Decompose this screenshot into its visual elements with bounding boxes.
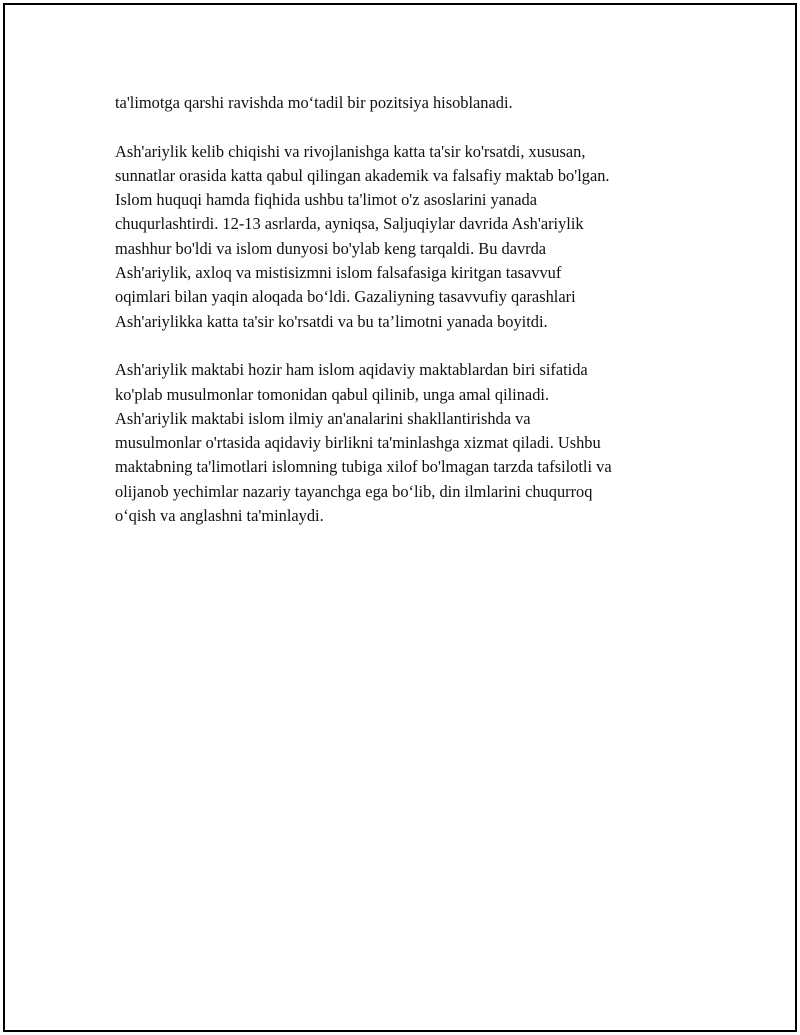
text-line: ko'plab musulmonlar tomonidan qabul qilinib, unga amal qilinadi. [115, 384, 550, 404]
text-line: Ash'ariylik, axloq va mistisizmni islom falsafasiga kiritgan tasavvuf [115, 263, 562, 283]
text-line: Ash'ariylik kelib chiqishi va rivojlanishga katta ta'sir ko'rsatdi, xususan, [115, 141, 586, 161]
document-body [115, 91, 685, 553]
text-line: olijanob yechimlar nazariy tayanchga ega bo‘lib, din ilmlarini chuqurroq [115, 481, 593, 501]
text-line: mashhur bo'ldi va islom dunyosi bo'ylab keng tarqaldi. Bu davrda [115, 238, 547, 258]
text-line: chuqurlashtirdi. 12-13 asrlarda, ayniqsa, Saljuqiylar davrida Ash'ariylik [115, 214, 584, 234]
text-line: Ash'ariylik maktabi islom ilmiy an'analarini shakllantirishda va [115, 408, 531, 428]
text-line: o‘qish va anglashni ta'minlaydi. [115, 506, 324, 526]
paragraph-3 [115, 358, 685, 528]
text-line: ta'limotga qarshi ravishda mo‘tadil bir pozitsiya hisoblanadi. [115, 93, 513, 112]
text-line: musulmonlar o'rtasida aqidaviy birlikni ta'minlashga xizmat qiladi. Ushbu [115, 433, 601, 453]
text-line: Ash'ariylikka katta ta'sir ko'rsatdi va bu ta’limotni yanada boyitdi. [115, 311, 548, 331]
text-line: sunnatlar orasida katta qabul qilingan akademik va falsafiy maktab bo'lgan. [115, 165, 610, 185]
text-line: Ash'ariylik maktabi hozir ham islom aqidaviy maktablardan biri sifatida [115, 360, 588, 380]
text-line: maktabning ta'limotlari islomning tubiga xilof bo'lmagan tarzda tafsilotli va [115, 457, 612, 477]
text-line: Islom huquqi hamda fiqhida ushbu ta'limot o'z asoslarini yanada [115, 190, 537, 210]
paragraph-1 [115, 91, 685, 115]
paragraph-2 [115, 140, 685, 334]
text-line: oqimlari bilan yaqin aloqada bo‘ldi. Gazaliyning tasavvufiy qarashlari [115, 287, 576, 307]
